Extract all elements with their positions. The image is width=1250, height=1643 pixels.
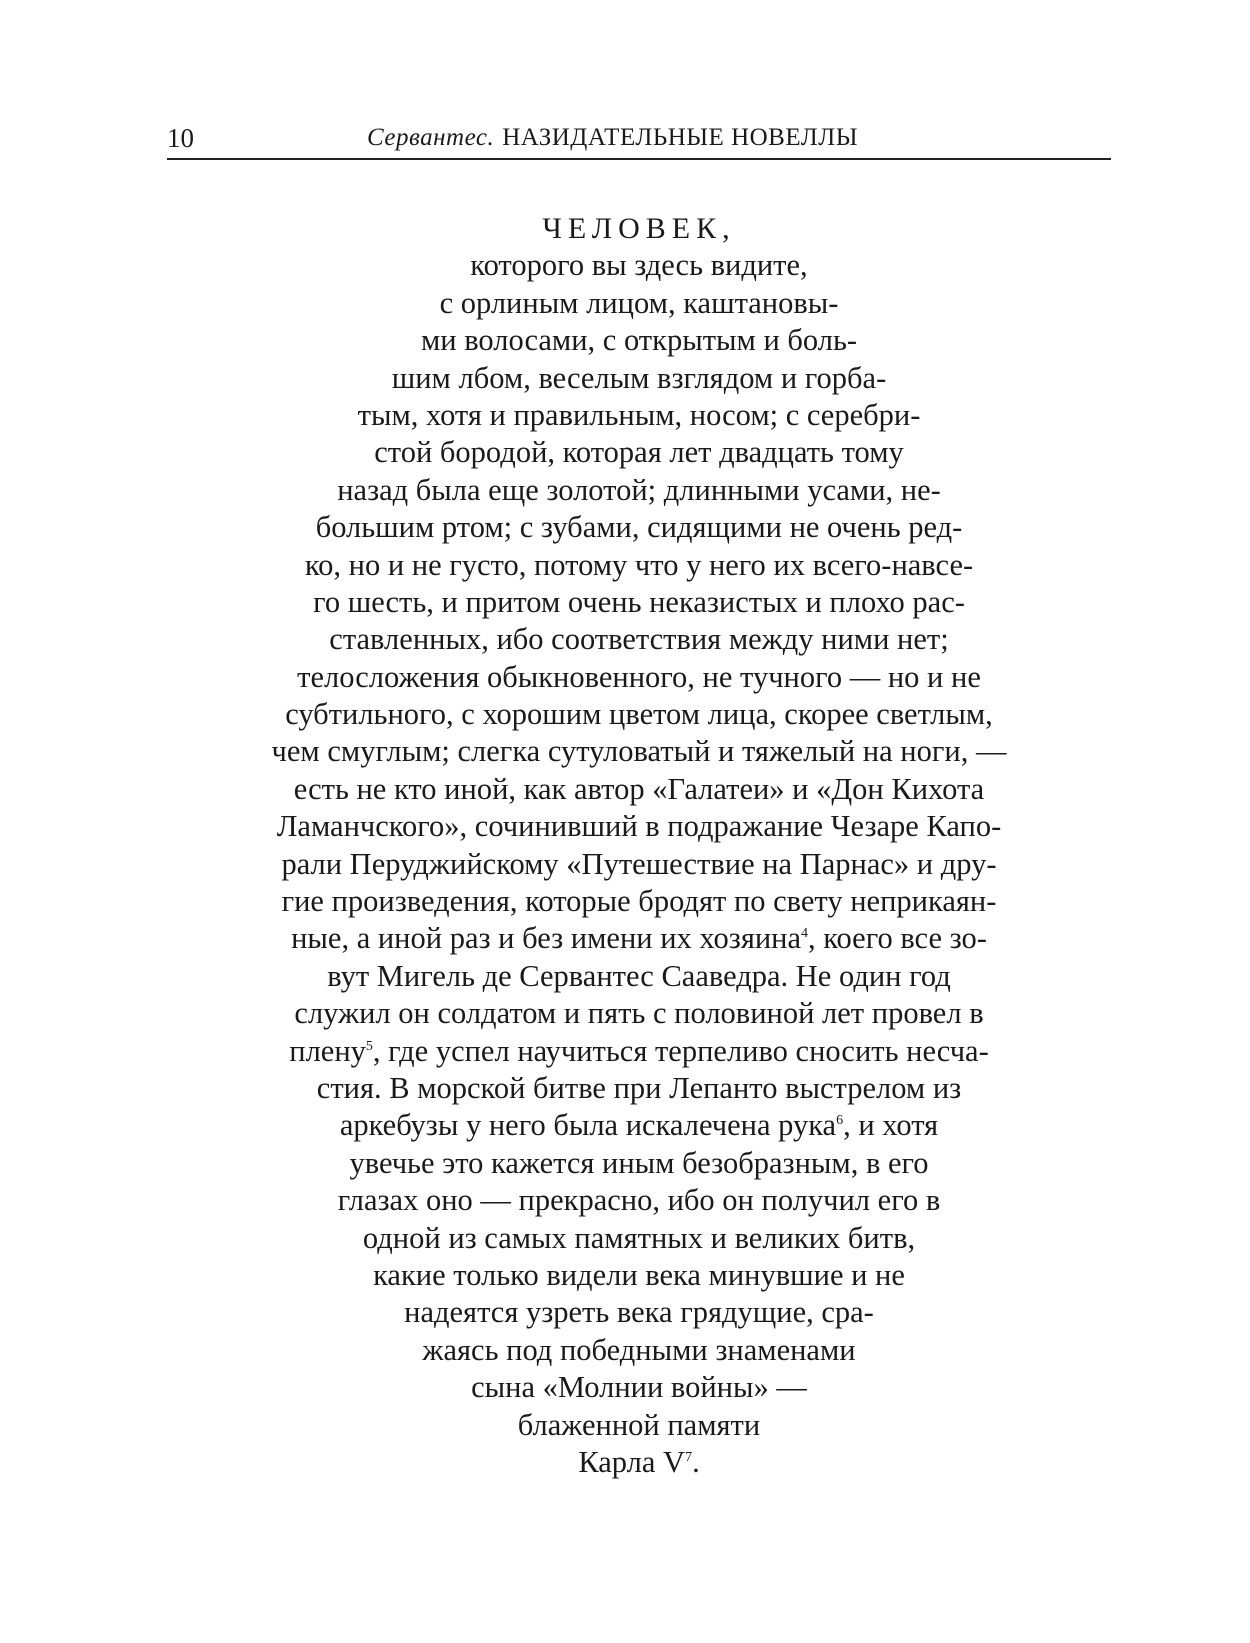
text-line: какие только видели века минувшие и не <box>373 1257 905 1292</box>
footnote-ref-5[interactable]: 5 <box>365 1038 373 1054</box>
text-line: назад была еще золотой; длинными усами, не- <box>337 472 941 507</box>
text-line: глазах оно — прекрасно, ибо он получил его в <box>337 1183 941 1218</box>
text-line: тым, хотя и правильным, носом; с серебри- <box>357 397 921 432</box>
text-fragment: плену <box>289 1033 366 1068</box>
text-fragment: ные, а иной раз и без имени их хозяина <box>291 921 802 956</box>
text-line: гие произведения, которые бродят по свету неприкаян- <box>281 884 997 919</box>
text-line: субтильного, с хорошим цветом лица, скорее светлым, <box>285 697 993 732</box>
text-line: ставленных, ибо соответствия между ними нет; <box>329 622 949 657</box>
text-fragment: , коего все зо- <box>808 921 987 956</box>
footnote-ref-7[interactable]: 7 <box>685 1449 693 1465</box>
footnote-ref-4[interactable]: 4 <box>801 926 809 942</box>
running-title-author: Сервантес. <box>367 124 495 151</box>
text-line: шим лбом, веселым взглядом и горба- <box>391 360 887 395</box>
text-line-footnote-4 <box>167 920 1111 957</box>
text-line: есть не кто иной, как автор «Галатеи» и «Дон Кихота <box>293 771 985 806</box>
text-line: Ламанчского», сочинивший в подражание Чезаре Капо- <box>276 809 1002 844</box>
text-line-footnote-7 <box>167 1444 1111 1481</box>
heading-word: ЧЕЛОВЕК, <box>542 212 736 245</box>
text-line: стой бородой, которая лет двадцать тому <box>374 435 904 470</box>
header-rule <box>167 158 1111 160</box>
text-line: стия. В морской битве при Лепанто выстрелом из <box>316 1070 962 1105</box>
running-title <box>367 122 858 154</box>
text-line: чем смуглым; слегка сутуловатый и тяжелый на ноги, — <box>271 734 1007 769</box>
running-title-book: НАЗИДАТЕЛЬНЫЕ НОВЕЛЛЫ <box>502 124 859 151</box>
text-fragment: . <box>692 1444 700 1479</box>
text-fragment: аркебузы у него была искалечена рука <box>339 1108 837 1143</box>
epitaph-text <box>167 210 1111 1481</box>
text-line: жаясь под победными знаменами <box>422 1332 856 1367</box>
text-line: телосложения обыкновенного, не тучного — но и не <box>297 659 981 694</box>
text-line: вут Мигель де Сервантес Сааведра. Не один год <box>327 958 951 993</box>
text-line: увечье это кажется иным безобразным, в его <box>349 1145 929 1180</box>
text-line-footnote-5 <box>167 1033 1111 1070</box>
running-header <box>167 122 1111 162</box>
text-fragment: , и хотя <box>843 1108 939 1143</box>
text-line: надеятся узреть века грядущие, сра- <box>404 1295 874 1330</box>
text-fragment: Карла V <box>578 1444 686 1479</box>
text-line: рали Перуджийскому «Путешествие на Парнас» и дру- <box>281 846 997 881</box>
footnote-ref-6[interactable]: 6 <box>836 1113 844 1129</box>
text-line: большим ртом; с зубами, сидящими не очень ред- <box>315 510 963 545</box>
text-line: с орлиным лицом, каштановы- <box>439 285 839 320</box>
text-fragment: , где успел научиться терпеливо сносить несча- <box>372 1033 989 1068</box>
text-line: которого вы здесь видите, <box>470 248 808 283</box>
text-line: блаженной памяти <box>517 1407 761 1442</box>
text-line: го шесть, и притом очень неказистых и плохо рас- <box>313 584 965 619</box>
text-line: служил он солдатом и пять с половиной лет провел в <box>294 996 984 1031</box>
page-number: 10 <box>167 123 194 153</box>
text-line: ко, но и не густо, потому что у него их всего-навсе- <box>304 547 974 582</box>
text-line-footnote-6 <box>167 1107 1111 1144</box>
text-line: сына «Молнии войны» — <box>471 1370 807 1405</box>
text-line: ми волосами, с открытым и боль- <box>420 323 858 358</box>
text-line: одной из самых памятных и великих битв, <box>362 1220 916 1255</box>
